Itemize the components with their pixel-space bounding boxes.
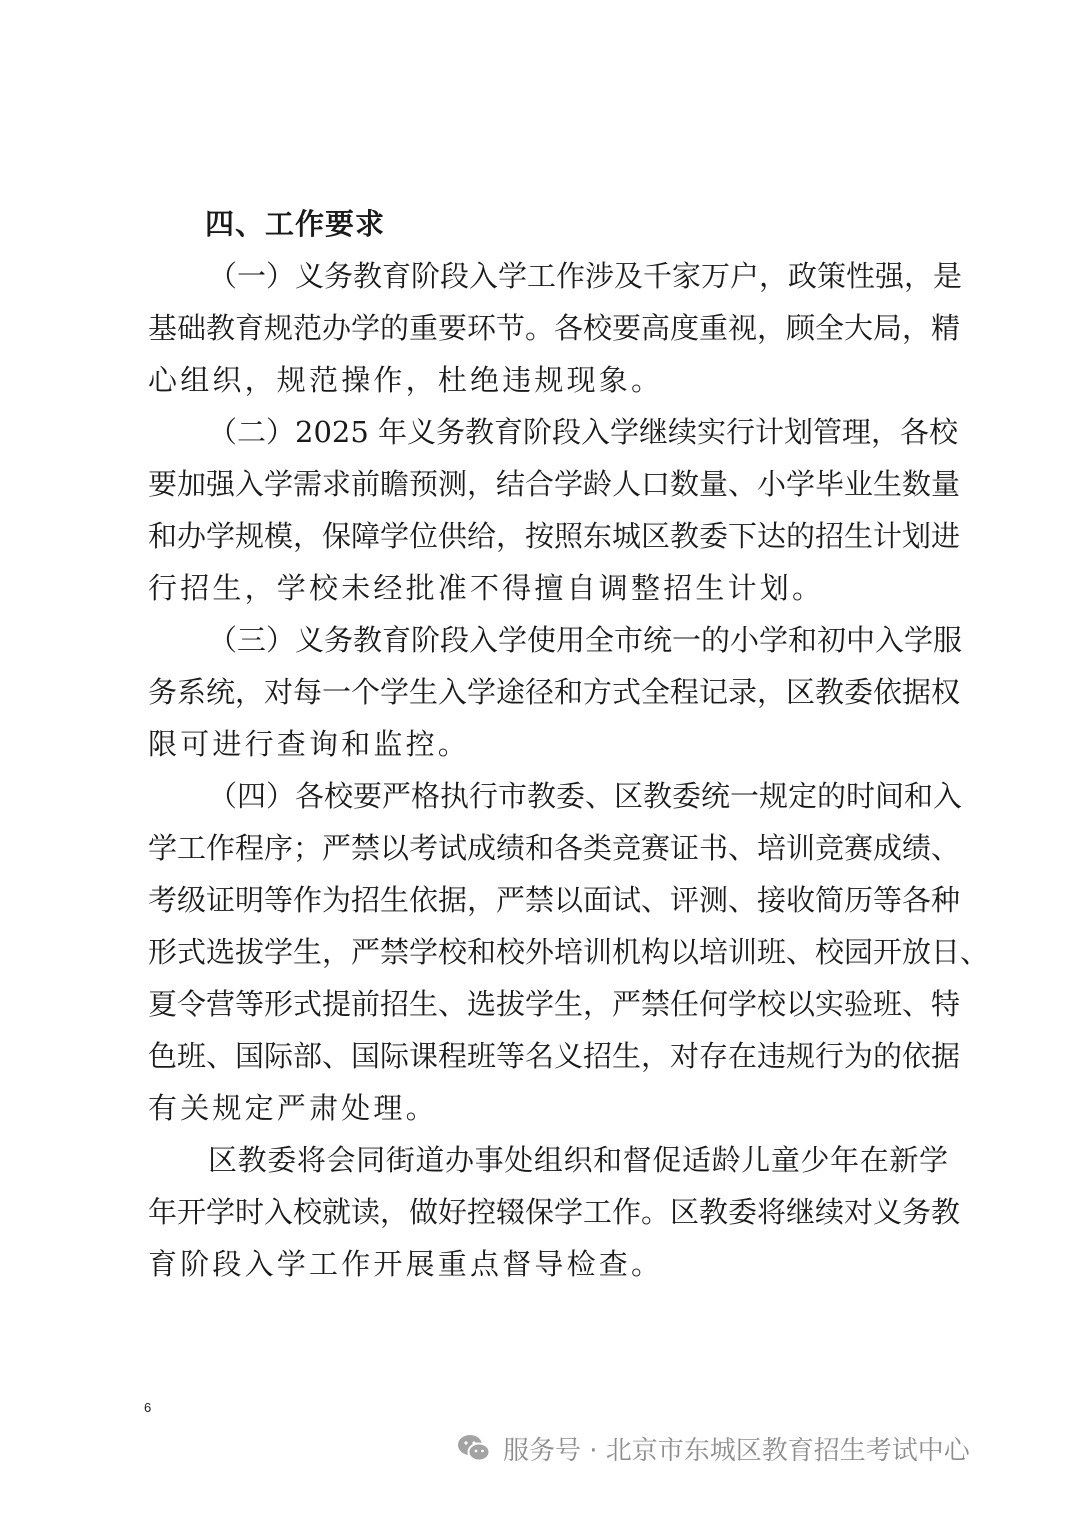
paragraph-5-line-3: 育阶段入学工作开展重点督导检查。 [148, 1247, 664, 1281]
paragraph-1-line-3: 心组织，规范操作，杜绝违规现象。 [148, 363, 664, 397]
paragraph-1-line-1: （一）义务教育阶段入学工作涉及千家万户，政策性强，是 [208, 259, 963, 293]
paragraph-3-line-1: （三）义务教育阶段入学使用全市统一的小学和初中入学服 [208, 623, 963, 657]
paragraph-5-line-1: 区教委将会同街道办事处组织和督促适龄儿童少年在新学 [208, 1143, 948, 1177]
paragraph-3-line-3: 限可进行查询和监控。 [148, 727, 471, 761]
paragraph-2-line-4: 行招生，学校未经批准不得擅自调整招生计划。 [148, 571, 825, 605]
footer-watermark [457, 1428, 970, 1468]
section-heading: 四、工作要求 [205, 207, 386, 241]
paragraph-2-line-2: 要加强入学需求前瞻预测，结合学龄人口数量、小学毕业生数量 [148, 467, 961, 501]
paragraph-1-line-2: 基础教育规范办学的重要环节。各校要高度重视，顾全大局，精 [148, 311, 961, 345]
paragraph-4-line-6: 色班、国际部、国际课程班等名义招生，对存在违规行为的依据 [148, 1039, 961, 1073]
paragraph-3-line-2: 务系统，对每一个学生入学途径和方式全程记录，区教委依据权 [148, 675, 961, 709]
paragraph-5-line-2: 年开学时入校就读，做好控辍保学工作。区教委将继续对义务教 [148, 1195, 961, 1229]
paragraph-4-line-7: 有关规定严肃处理。 [148, 1091, 438, 1125]
footer-text: 服务号 · 北京市东城区教育招生考试中心 [503, 1435, 970, 1466]
paragraph-2-line-1: （二）2025 年义务教育阶段入学继续实行计划管理，各校 [208, 415, 959, 449]
wechat-icon [457, 1433, 491, 1463]
paragraph-4-line-1: （四）各校要严格执行市教委、区教委统一规定的时间和入 [208, 779, 963, 813]
paragraph-4-line-5: 夏令营等形式提前招生、选拔学生，严禁任何学校以实验班、特 [148, 987, 961, 1021]
paragraph-4-line-2: 学工作程序；严禁以考试成绩和各类竞赛证书、培训竞赛成绩、 [148, 831, 961, 865]
paragraph-4-line-3: 考级证明等作为招生依据，严禁以面试、评测、接收简历等各种 [148, 883, 961, 917]
paragraph-4-line-4: 形式选拔学生，严禁学校和校外培训机构以培训班、校园开放日、 [148, 935, 990, 969]
paragraph-2-line-3: 和办学规模，保障学位供给，按照东城区教委下达的招生计划进 [148, 519, 961, 553]
page-number: 6 [144, 1400, 152, 1415]
